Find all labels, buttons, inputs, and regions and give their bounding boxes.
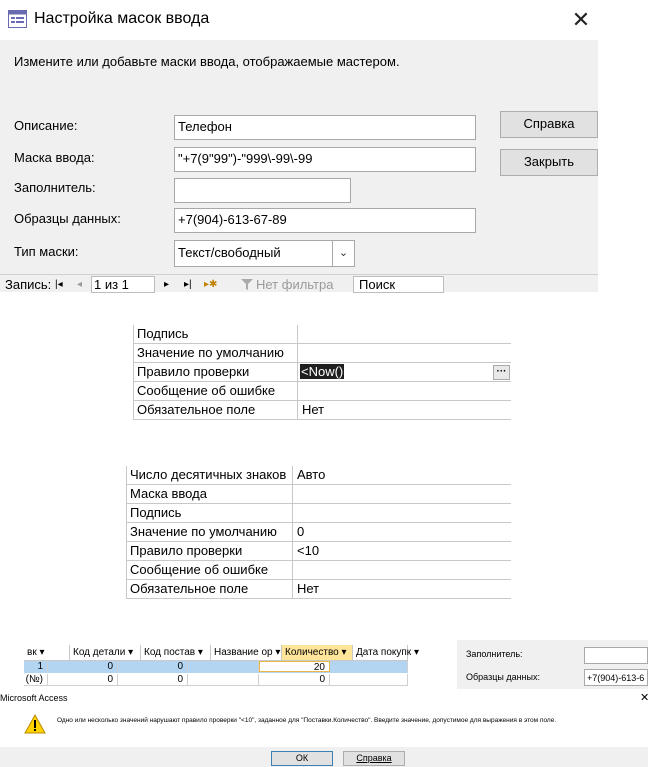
field-properties-grid-2 xyxy=(126,467,511,599)
help-button[interactable]: Справка xyxy=(343,751,405,766)
property-label: Сообщение об ошибке xyxy=(126,561,293,580)
placeholder-field[interactable] xyxy=(174,178,351,203)
property-row xyxy=(126,580,511,599)
property-label: Сообщение об ошибке xyxy=(133,382,298,401)
error-dialog xyxy=(0,689,648,767)
property-label: Правило проверки xyxy=(133,363,298,382)
field-properties-grid-1 xyxy=(133,326,511,419)
property-row xyxy=(133,344,511,363)
title-bar xyxy=(0,0,598,40)
mask-label: Маска ввода: xyxy=(14,150,95,165)
property-row xyxy=(126,561,511,580)
sample-data-field[interactable]: +7(904)-613-6 xyxy=(584,669,648,686)
validation-rule-field[interactable] xyxy=(298,363,511,382)
table-cell[interactable]: 0 xyxy=(118,661,188,672)
instruction-text: Измените или добавьте маски ввода, отображаемые мастером. xyxy=(14,54,400,69)
input-mask-dialog xyxy=(0,0,598,292)
warning-icon xyxy=(24,714,46,734)
property-value[interactable] xyxy=(293,504,511,523)
record-position-field[interactable]: 1 из 1 xyxy=(91,276,155,293)
property-label: Значение по умолчанию xyxy=(126,523,293,542)
no-filter-button[interactable]: Нет фильтра xyxy=(256,277,334,292)
property-label: Число десятичных знаков xyxy=(126,466,293,485)
property-label: Подпись xyxy=(133,325,298,344)
property-row xyxy=(133,325,511,344)
column-header[interactable]: Код детали ▾ xyxy=(70,645,141,661)
table-cell[interactable] xyxy=(330,661,408,672)
dialog-title: Настройка масок ввода xyxy=(34,10,210,27)
property-label: Правило проверки xyxy=(126,542,293,561)
column-header[interactable]: Код постав ▾ xyxy=(141,645,211,661)
new-record-icon[interactable]: ▸✱ xyxy=(204,279,218,290)
validation-rule-value: <Now() xyxy=(301,364,344,379)
property-value[interactable] xyxy=(298,325,511,344)
table-cell[interactable]: 0 xyxy=(118,674,188,685)
table-cell[interactable]: 0 xyxy=(48,674,118,685)
property-value[interactable]: Авто xyxy=(297,467,326,482)
form-icon xyxy=(8,10,27,28)
record-navigation-bar xyxy=(0,274,598,292)
placeholder-label: Заполнитель: xyxy=(466,649,523,659)
table-cell[interactable]: 0 xyxy=(48,661,118,672)
chevron-down-icon[interactable]: ⌄ xyxy=(332,241,354,266)
ok-button[interactable]: ОК xyxy=(271,751,333,766)
property-row xyxy=(126,542,511,561)
quantity-cell-editing[interactable]: 20 xyxy=(259,661,330,672)
help-button[interactable]: Справка xyxy=(500,111,598,138)
placeholder-field[interactable] xyxy=(584,647,648,664)
property-value[interactable] xyxy=(298,382,511,401)
mask-type-value: Текст/свободный xyxy=(178,245,281,260)
property-row xyxy=(133,363,511,382)
sample-data-label: Образцы данных: xyxy=(466,672,540,682)
mask-field[interactable]: "+7(9"99")-"999\-99\-99 xyxy=(174,147,476,172)
property-label: Значение по умолчанию xyxy=(133,344,298,363)
property-value[interactable]: Нет xyxy=(302,402,325,417)
property-row xyxy=(126,523,511,542)
column-header[interactable]: Название ор ▾ xyxy=(211,645,282,661)
record-label: Запись: xyxy=(5,277,52,292)
table-cell[interactable] xyxy=(188,674,259,685)
table-cell[interactable]: (№) xyxy=(24,674,48,685)
property-row xyxy=(133,401,511,420)
sample-data-field[interactable]: +7(904)-613-67-89 xyxy=(174,208,476,233)
message-area xyxy=(0,707,648,747)
property-label: Маска ввода xyxy=(126,485,293,504)
table-row[interactable] xyxy=(24,661,408,673)
table-cell[interactable] xyxy=(188,661,259,672)
property-value[interactable] xyxy=(293,485,511,504)
filter-icon xyxy=(240,278,254,291)
prev-record-icon[interactable]: ◂ xyxy=(77,279,83,290)
close-button[interactable]: Закрыть xyxy=(500,149,598,176)
datasheet-table xyxy=(24,645,419,689)
table-cell[interactable]: 1 xyxy=(24,661,48,672)
property-label: Обязательное поле xyxy=(126,580,293,599)
mask-type-combo[interactable] xyxy=(174,240,355,267)
last-record-icon[interactable]: ▸| xyxy=(184,279,192,290)
description-label: Описание: xyxy=(14,118,78,133)
property-row xyxy=(126,466,511,485)
column-header[interactable]: вк ▾ xyxy=(24,645,70,661)
side-form-fragment xyxy=(457,640,648,690)
next-record-icon[interactable]: ▸ xyxy=(164,279,170,290)
table-row[interactable] xyxy=(24,674,408,686)
description-field[interactable]: Телефон xyxy=(174,115,476,140)
property-value[interactable] xyxy=(293,561,511,580)
table-cell[interactable]: 0 xyxy=(259,674,330,685)
property-value[interactable]: Нет xyxy=(297,581,320,596)
first-record-icon[interactable]: |◂ xyxy=(55,279,63,290)
expression-builder-button[interactable]: ··· xyxy=(493,365,510,380)
close-icon[interactable]: ✕ xyxy=(571,7,591,32)
column-header[interactable]: Дата покупк ▾ xyxy=(353,645,408,661)
mask-type-label: Тип маски: xyxy=(14,244,79,259)
property-label: Подпись xyxy=(126,504,293,523)
sample-data-label: Образцы данных: xyxy=(14,211,121,226)
property-row xyxy=(126,485,511,504)
close-icon[interactable]: ✕ xyxy=(640,692,649,704)
error-dialog-title: Microsoft Access xyxy=(0,693,68,703)
table-cell[interactable] xyxy=(330,674,408,685)
column-header-highlighted[interactable]: Количество ▾ xyxy=(282,645,353,661)
placeholder-label: Заполнитель: xyxy=(14,180,96,195)
error-message: Одно или несколько значений нарушают правило проверки "<10", заданное для "Поставки.Количество". Введите значение, допустимое для выражения в этом поле. xyxy=(57,717,557,724)
property-row xyxy=(133,382,511,401)
property-value[interactable]: 0 xyxy=(297,524,305,539)
property-row xyxy=(126,504,511,523)
property-value[interactable]: <10 xyxy=(297,543,320,558)
search-input[interactable]: Поиск xyxy=(353,276,444,293)
error-button-bar xyxy=(0,747,648,767)
property-value[interactable] xyxy=(298,344,511,363)
property-label: Обязательное поле xyxy=(133,401,298,420)
